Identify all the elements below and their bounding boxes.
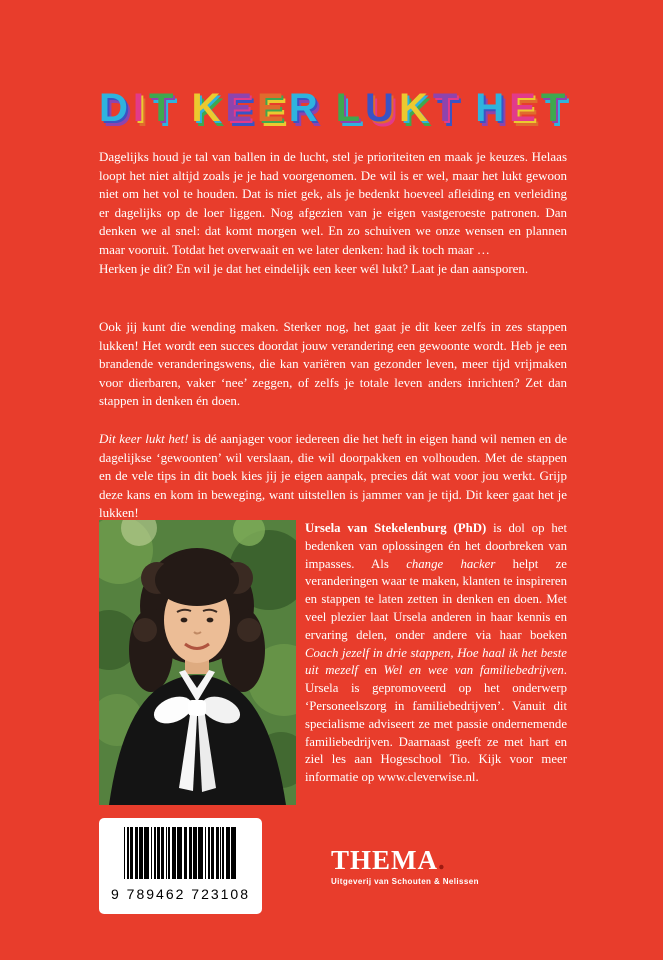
- barcode: [99, 818, 262, 914]
- intro-block-1: [99, 148, 567, 278]
- publisher-dot: .: [438, 845, 446, 875]
- intro-paragraph-1b: Herken je dit? En wil je dat het eindelijk een keer wél lukt? Laat je dan aansporen.: [99, 260, 529, 276]
- author-photo: [99, 520, 296, 805]
- intro-paragraph-3: Dit keer lukt het! is dé aanjager voor iedereen die het heft in eigen hand wil nemen en de dagelijkse ‘gewoonten’ wil verslaan, die wil doorpakken en volhouden. Met de stappen en de vele tips in dit boek kies jij je eigen aanpak, precies dát wat voor jou werkt. Grijp deze kans en kom in beweging, want uitstellen is jammer van je tijd. Dit keer gaat het je lukken!: [99, 431, 568, 521]
- author-bio: Ursela van Stekelenburg (PhD) is dol op het bedenken van oplossingen én het doorbreken van impasses. Als change hacker helpt ze veranderingen waar te maken, klanten te inspireren en stappen te laten zetten in denken en doen. Met veel plezier laat Ursela anderen in haar kennis en ervaring delen, onder andere via haar boeken Coach jezelf in drie stappen, Hoe haal ik het beste uit mezelf en Wel en wee van familiebedrijven. Ursela is gepromoveerd op het onderwerp ‘Personeelszorg in familiebedrijven’. Vanuit dit specialisme adviseert ze met passie ondernemende familiebedrijven. Daarnaast geeft ze met hart en ziel les aan Hogeschool Tio. Kijk voor meer informatie op www.cleverwise.nl.: [305, 521, 567, 785]
- author-portrait-illustration: [99, 520, 296, 805]
- intro-paragraph-1: Dagelijks houd je tal van ballen in de lucht, stel je prioriteiten en maak je keuzes. Helaas loopt het niet altijd zoals je je had voorgenomen. De wil is er wel, maar het lukt gewoon niet om het vol te houden. Dat is niet gek, als je bedenkt hoeveel afleiding en verleiding er dagelijks op de loer liggen. Nog afgezien van je eigen vastgeroeste patronen. Dan denken we al snel: dat komt morgen wel. En zo schuiven we onze wensen en plannen maar vooruit. Totdat het overwaait en we later denken: had ik toch maar …: [99, 149, 567, 257]
- publisher-tagline: Uitgeverij van Schouten & Nelissen: [331, 877, 479, 886]
- publisher-logo: [331, 846, 479, 874]
- intro-block-2: [99, 318, 567, 411]
- publisher-block: [331, 846, 479, 886]
- publisher-name: THEMA: [331, 845, 439, 875]
- intro-paragraph-2: Ook jij kunt die wending maken. Sterker nog, het gaat je dit keer zelfs in zes stappen lukken! Het wordt een succes doordat jouw verandering een gewoonte wordt. Heb je een brandende veranderingswens, die kan variëren van gezonder leven, meer tijd vrijmaken voor dierbaren, vaker ‘nee’ zeggen, of zelfs je totale leven anders inrichten? Zet dan stappen in denken én doen.: [99, 319, 567, 409]
- intro-block-3: [99, 430, 567, 523]
- scan-edge: [663, 0, 667, 960]
- isbn-number: 9 789462 723108: [111, 886, 250, 902]
- barcode-bars: [124, 827, 238, 879]
- book-title: D I T K E E R L U K T H E T: [99, 86, 566, 130]
